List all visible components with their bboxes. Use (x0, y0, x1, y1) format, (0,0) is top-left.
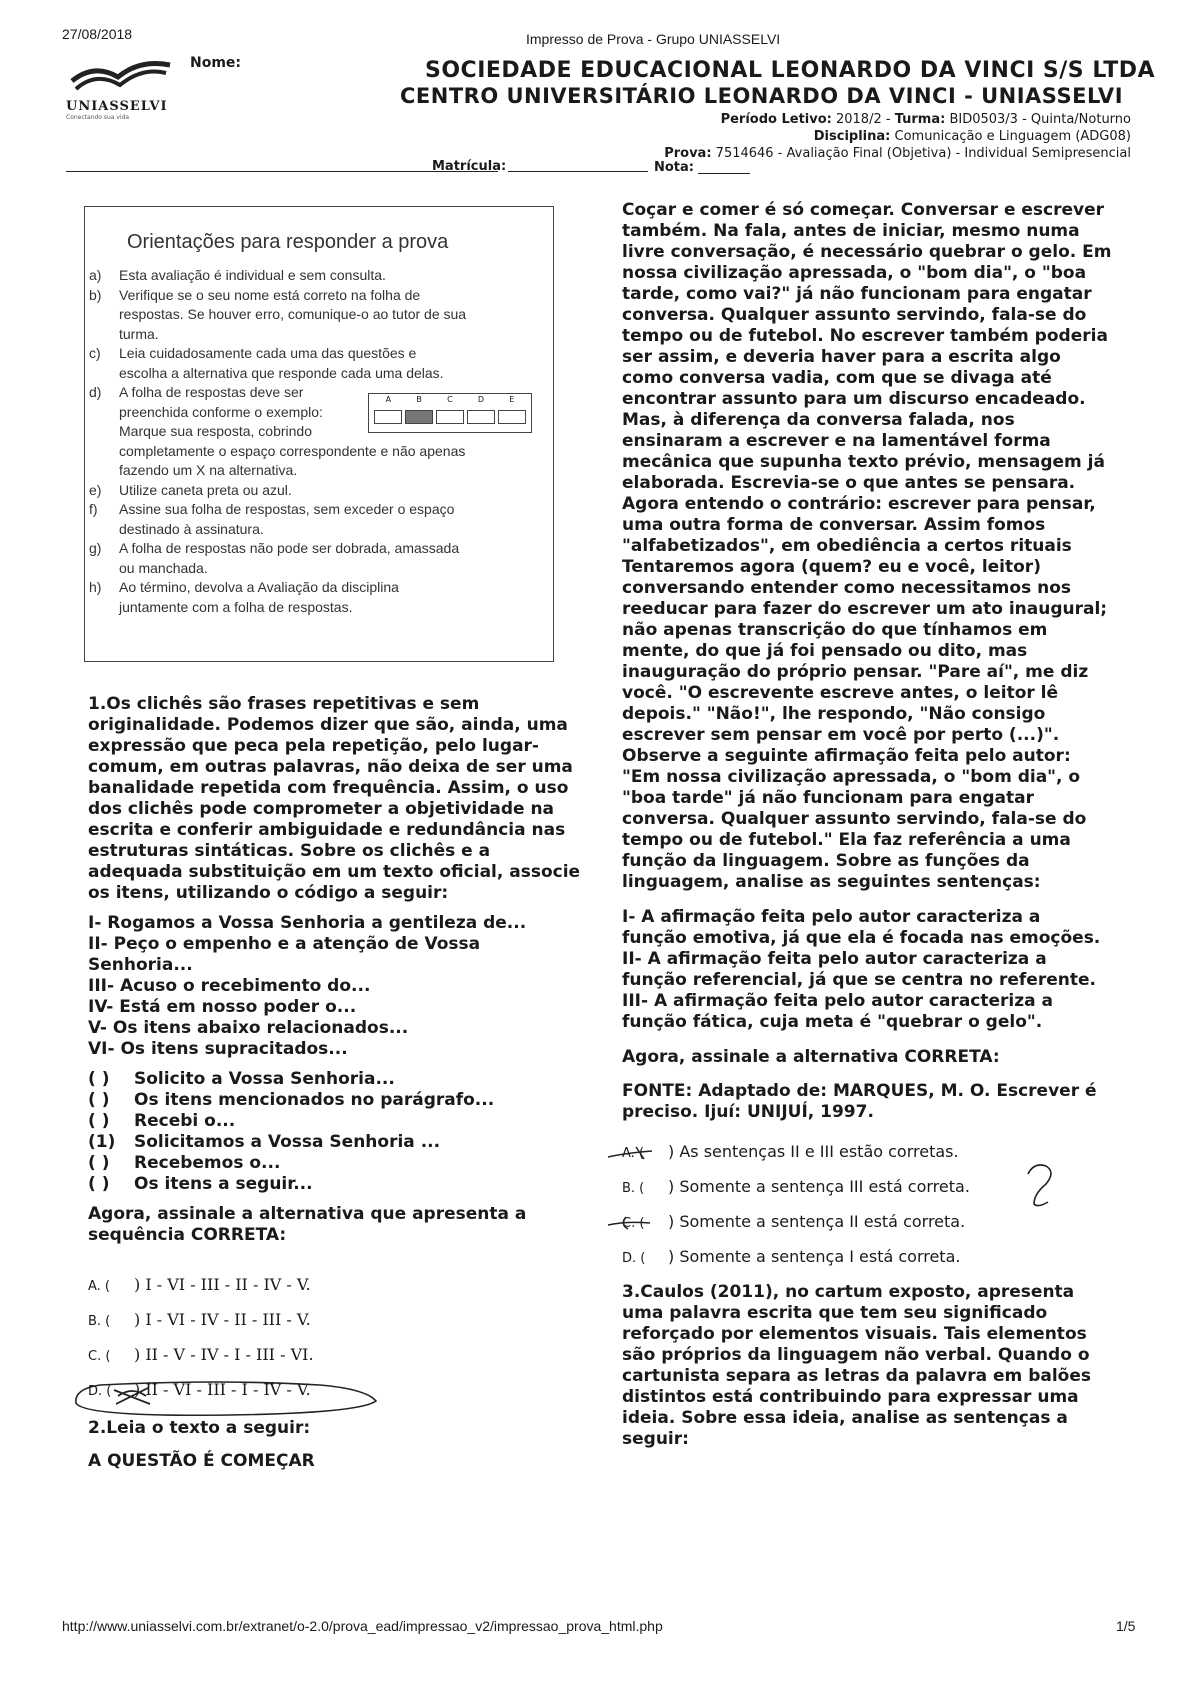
q1-line: dos clichês pode comprometer a objetividade na (88, 799, 555, 819)
instruction-line (89, 540, 549, 560)
q1-match-text: Recebemos o... (134, 1153, 281, 1173)
matricula-label: Matrícula: (432, 159, 507, 174)
instructions-box (84, 206, 554, 662)
exam-meta (664, 111, 1131, 162)
option-text: ) II - VI - III - I - IV - V. (134, 1380, 311, 1399)
option-letter: B. ( (88, 1314, 111, 1329)
q1-line: originalidade. Podemos dizer que são, ainda, uma (88, 715, 568, 735)
q1-option-b[interactable] (88, 1310, 548, 1345)
right-column (622, 200, 1142, 1123)
instruction-line (89, 345, 549, 365)
q2-prompt: Agora, assinale a alternativa CORRETA: (622, 1047, 1000, 1067)
q1-prompt-line: Agora, assinale a alternativa que apresenta a (88, 1204, 527, 1224)
example-box-b-filled (405, 410, 433, 424)
q1-match-mark: ( ) (88, 1090, 110, 1110)
sentence-line: I- A afirmação feita pelo autor caracteriza a (622, 907, 1041, 927)
q2-option-a[interactable] (622, 1142, 1082, 1177)
passage-line: uma outra forma de conversar. Assim fomos (622, 515, 1046, 535)
instruction-text: Leia cuidadosamente cada uma das questões e (119, 345, 417, 361)
q1-match-mark: ( ) (88, 1111, 110, 1131)
disciplina-label: Disciplina: (813, 129, 891, 144)
instruction-line (89, 267, 549, 287)
logo-text: UNIASSELVI (66, 99, 168, 114)
q1-option-c[interactable] (88, 1345, 548, 1380)
instruction-text: Assine sua folha de respostas, sem exceder o espaço (119, 501, 455, 517)
example-letter: C (447, 395, 453, 404)
option-text: ) Somente a sentença III está correta. (668, 1177, 970, 1196)
q2-title: A QUESTÃO É COMEÇAR (88, 1451, 315, 1471)
question-3 (622, 1282, 1142, 1450)
q2-option-d[interactable] (622, 1247, 1082, 1282)
disciplina-row (664, 128, 1131, 145)
passage-line: "Em nossa civilização apressada, o "bom dia", o (622, 767, 1081, 787)
instruction-line (89, 287, 549, 307)
q1-match-mark: ( ) (88, 1153, 110, 1173)
q2-passage (622, 200, 1142, 893)
q3-line: distintos está contribuindo para expressar uma (622, 1387, 1079, 1407)
example-letter: D (477, 395, 485, 404)
print-title: Impresso de Prova - Grupo UNIASSELVI (526, 31, 781, 47)
instruction-line (89, 560, 549, 580)
passage-line: encontrar assunto para um discurso encadeado. (622, 389, 1086, 409)
sentence-line: III- A afirmação feita pelo autor caracteriza a (622, 991, 1053, 1011)
passage-line: mente, do que já foi pensado ou dito, mas (622, 641, 1028, 661)
q1-match-mark: ( ) (88, 1174, 110, 1194)
passage-line: você. "O escrevente escreve antes, o leitor lê (622, 683, 1059, 703)
q1-statement (88, 694, 588, 904)
matricula-underline (508, 171, 648, 172)
passage-line: conversa. Qualquer assunto servindo, fala-se do (622, 305, 1087, 325)
passage-line: "boa tarde" já não funcionam para engatar (622, 788, 1035, 808)
disciplina-value: Comunicação e Linguagem (ADG08) (894, 129, 1131, 144)
instruction-text: juntamente com a folha de respostas. (119, 598, 353, 615)
passage-line: não apenas transcrição do que tínhamos em (622, 620, 1048, 640)
instructions-title: Orientações para responder a prova (127, 231, 449, 253)
q1-match-row (88, 1174, 588, 1195)
q1-prompt-line: sequência CORRETA: (88, 1225, 287, 1245)
q1-item: II- Peço o empenho e a atenção de Vossa (88, 934, 481, 954)
passage-line: tempo ou de futebol. No escrever também poderia (622, 326, 1108, 346)
q3-line: ideia. Sobre essa ideia, analise as sentenças a (622, 1408, 1068, 1428)
q1-match-text: Recebi o... (134, 1111, 236, 1131)
passage-line: Agora entendo o contrário: escrever para pensar, (622, 494, 1096, 514)
passage-line: elaborada. Escrevia-se o que antes se pensara. (622, 473, 1076, 493)
passage-line: escrever sem pensar em você por perto (...)". (622, 725, 1060, 745)
periodo-value: 2018/2 - (835, 112, 891, 127)
passage-line: ensinaram a escrever e na lamentável forma (622, 431, 1051, 451)
passage-line: inauguração do próprio pensar. "Pare aí", me diz (622, 662, 1089, 682)
sentence-line: função referencial, já que se centra no referente. (622, 970, 1096, 990)
option-letter: D. ( (622, 1251, 646, 1266)
turma-label: Turma: (894, 112, 946, 127)
instruction-text: ou manchada. (119, 559, 208, 576)
option-letter: C. ( (622, 1216, 645, 1231)
example-box-e (498, 410, 526, 424)
instruction-text: fazendo um X na alternativa. (119, 462, 298, 478)
instruction-letter: c) (89, 345, 101, 361)
instruction-line (89, 326, 549, 346)
instruction-line (89, 501, 549, 521)
option-letter: C. ( (88, 1349, 111, 1364)
instruction-text: Utilize caneta preta ou azul. (119, 481, 292, 498)
institution-line2: CENTRO UNIVERSITÁRIO LEONARDO DA VINCI - UNIASSELVI (400, 84, 1124, 108)
name-label: Nome: (190, 55, 242, 71)
instruction-letter: d) (89, 384, 102, 400)
periodo-row (664, 111, 1131, 128)
q1-match-row (88, 1111, 588, 1132)
q3-line: reforçado por elementos visuais. Tais elementos (622, 1324, 1087, 1344)
option-letter: A. ( (88, 1279, 111, 1294)
source-line: FONTE: Adaptado de: MARQUES, M. O. Escrever é (622, 1081, 1097, 1101)
instruction-letter: a) (89, 267, 102, 283)
hand-strike-a (606, 1143, 656, 1163)
passage-line: tempo ou de futebol." Ela faz referência a uma (622, 830, 1071, 850)
hand-x-mark (110, 1384, 154, 1410)
q2-options (622, 1142, 1082, 1282)
instruction-text: respostas. Se houver erro, comunique-o ao tutor de sua (119, 306, 467, 322)
passage-line: Observe a seguinte afirmação feita pelo autor: (622, 746, 1071, 766)
logo-swoosh-icon (66, 55, 178, 95)
instruction-line (89, 521, 549, 541)
instruction-letter: e) (89, 481, 102, 498)
instruction-line (89, 579, 549, 599)
uniasselvi-logo (66, 55, 178, 125)
example-letter: E (509, 395, 515, 404)
institution-line1: SOCIEDADE EDUCACIONAL LEONARDO DA VINCI S/S LTDA (425, 58, 1155, 83)
instruction-text: A folha de respostas não pode ser dobrada, amassada (119, 540, 460, 556)
passage-line: Mas, à diferença da conversa falada, nos (622, 410, 1015, 430)
q1-line: expressão que peca pela repetição, pelo lugar- (88, 736, 539, 756)
sentence-line: II- A afirmação feita pelo autor caracteriza a (622, 949, 1047, 969)
answer-example-letters (373, 395, 527, 404)
option-text: ) Somente a sentença I está correta. (668, 1247, 961, 1266)
instruction-line (89, 482, 549, 502)
instruction-line (89, 365, 549, 385)
q1-line: estruturas sintáticas. Sobre os clichês e a (88, 841, 491, 861)
q1-match-mark: (1) (88, 1132, 116, 1152)
periodo-label: Período Letivo: (720, 112, 832, 127)
sentence-line: função emotiva, já que ela é focada nas emoções. (622, 928, 1101, 948)
instruction-letter: h) (89, 579, 102, 595)
q1-line: adequada substituição em um texto oficial, associe (88, 862, 581, 882)
q1-item: Senhoria... (88, 955, 193, 975)
q2-option-b[interactable] (622, 1177, 1082, 1212)
option-text: ) II - V - IV - I - III - VI. (134, 1345, 314, 1364)
instruction-letter: b) (89, 286, 102, 303)
question-1 (88, 694, 588, 1246)
q1-item: III- Acuso o recebimento do... (88, 976, 371, 996)
q2-source (622, 1081, 1142, 1123)
q1-item: VI- Os itens supracitados... (88, 1039, 348, 1059)
q1-match-text: Os itens a seguir... (134, 1174, 313, 1194)
hand-question-mark-icon (1020, 1160, 1060, 1220)
passage-line: depois." "Não!", lhe respondo, "Não consigo (622, 704, 1046, 724)
q1-line: os itens, utilizando o código a seguir: (88, 883, 449, 903)
prova-value: 7514646 - Avaliação Final (Objetiva) - Individual Semipresencial (715, 146, 1131, 161)
passage-line: nossa civilização apressada, o "bom dia", o "boa (622, 263, 1087, 283)
q3-line: 3.Caulos (2011), no cartum exposto, apresenta (622, 1282, 1075, 1302)
passage-line: como conversa vadia, com que se divaga até (622, 368, 1052, 388)
example-letter: B (416, 395, 422, 404)
passage-line: função da linguagem. Sobre as funções da (622, 851, 1030, 871)
instruction-line (89, 306, 549, 326)
q1-line: escrita e conferir ambiguidade e redundância nas (88, 820, 566, 840)
footer-url[interactable]: http://www.uniasselvi.com.br/extranet/o-2.0/prova_ead/impressao_v2/impressao_prova_html.php (62, 1618, 663, 1634)
hand-strike-c (606, 1213, 656, 1233)
q1-match-text: Solicito a Vossa Senhoria... (134, 1069, 395, 1089)
passage-line: Tentaremos agora (quem? eu e você, leitor) (622, 557, 1041, 577)
passage-line: ser assim, e deveria haver para a escrita algo (622, 347, 1061, 367)
passage-line: linguagem, analise as seguintes sentenças: (622, 872, 1041, 892)
q2-sentences (622, 907, 1142, 1033)
option-text: ) I - VI - III - II - IV - V. (134, 1275, 311, 1294)
instruction-text: Verifique se o seu nome está correto na folha de (119, 286, 421, 303)
q1-match-row (88, 1090, 588, 1111)
instruction-text: completamente o espaço correspondente e não apenas (119, 442, 466, 459)
q1-items (88, 913, 588, 1060)
q1-match-row (88, 1153, 588, 1174)
q1-match-row (88, 1132, 588, 1153)
instruction-text: preenchida conforme o exemplo: (119, 403, 323, 420)
passage-line: mecânica que supunha texto prévio, mensagem já (622, 452, 1105, 472)
instruction-text: Ao término, devolva a Avaliação da disciplina (119, 579, 399, 595)
instruction-text: escolha a alternativa que responde cada uma delas. (119, 364, 444, 381)
q3-line: cartunista separa as letras da palavra em balões (622, 1366, 1091, 1386)
q1-item: V- Os itens abaixo relacionados... (88, 1018, 409, 1038)
instruction-text: Marque sua resposta, cobrindo (119, 423, 312, 439)
q1-match-mark: ( ) (88, 1069, 110, 1089)
q2-option-c[interactable] (622, 1212, 1082, 1247)
q1-item: I- Rogamos a Vossa Senhoria a gentileza de... (88, 913, 527, 933)
q1-matches (88, 1069, 588, 1195)
print-date: 27/08/2018 (62, 26, 133, 42)
q1-line: banalidade repetida com frequência. Assim, o uso (88, 778, 569, 798)
nota-underline (698, 173, 750, 174)
instruction-text: A folha de respostas deve ser (119, 384, 304, 400)
q3-line: são próprios da linguagem não verbal. Quando o (622, 1345, 1090, 1365)
instruction-letter: g) (89, 540, 102, 556)
instruction-line (89, 443, 549, 463)
passage-line: também. Na fala, antes de iniciar, mesmo numa (622, 221, 1080, 241)
q3-line: uma palavra escrita que tem seu significado (622, 1303, 1048, 1323)
q1-item: IV- Está em nosso poder o... (88, 997, 357, 1017)
option-letter: A. ( (622, 1146, 645, 1161)
passage-line: tarde, como vai?" já não funcionam para engatar (622, 284, 1092, 304)
nota-label: Nota: (654, 160, 694, 175)
sentence-line: função fática, cuja meta é "quebrar o gelo". (622, 1012, 1043, 1032)
q1-option-a[interactable] (88, 1275, 548, 1310)
option-text: ) As sentenças II e III estão corretas. (668, 1142, 959, 1161)
instruction-letter: f) (89, 501, 98, 517)
answer-example-boxes (373, 410, 527, 424)
footer-page-number: 1/5 (1116, 1618, 1136, 1634)
option-letter: B. ( (622, 1181, 645, 1196)
instruction-text: turma. (119, 325, 159, 342)
q1-match-row (88, 1069, 588, 1090)
q1-match-text: Solicitamos a Vossa Senhoria ... (134, 1132, 441, 1152)
instruction-text: Esta avaliação é individual e sem consulta. (119, 267, 386, 283)
source-line: preciso. Ijuí: UNIJUÍ, 1997. (622, 1102, 874, 1122)
turma-value: BID0503/3 - Quinta/Noturno (949, 112, 1131, 127)
passage-line: conversa. Qualquer assunto servindo, fala-se do (622, 809, 1087, 829)
option-text: ) I - VI - IV - II - III - V. (134, 1310, 311, 1329)
example-box-a (374, 410, 402, 424)
q2-intro: 2.Leia o texto a seguir: (88, 1418, 311, 1438)
q1-match-text: Os itens mencionados no parágrafo... (134, 1090, 495, 1110)
instructions-list (89, 267, 549, 618)
instruction-line (89, 599, 549, 619)
example-box-c (436, 410, 464, 424)
instruction-text: destinado à assinatura. (119, 520, 264, 537)
passage-line: Coçar e comer é só começar. Conversar e escrever (622, 200, 1105, 220)
prova-label: Prova: (664, 146, 712, 161)
q1-prompt (88, 1204, 588, 1246)
prova-row (664, 145, 1131, 162)
q1-line: 1.Os clichês são frases repetitivas e sem (88, 694, 480, 714)
q3-line: seguir: (622, 1429, 689, 1449)
logo-tagline: Conectando sua vida (66, 114, 130, 121)
instruction-line (89, 462, 549, 482)
option-letter: D. ( (88, 1384, 112, 1399)
example-box-d (467, 410, 495, 424)
answer-example (368, 393, 532, 433)
passage-line: livre conversação, é necessário quebrar o gelo. Em (622, 242, 1112, 262)
q1-line: comum, em outras palavras, não deixa de ser uma (88, 757, 573, 777)
example-letter: A (385, 395, 392, 404)
passage-line: "alfabetizados", em obediência a certos rituais (622, 536, 1072, 556)
option-text: ) Somente a sentença II está correta. (668, 1212, 966, 1231)
passage-line: conversando entender como necessitamos nos (622, 578, 1072, 598)
passage-line: reeducar para fazer do escrever um ato inaugural; (622, 599, 1108, 619)
